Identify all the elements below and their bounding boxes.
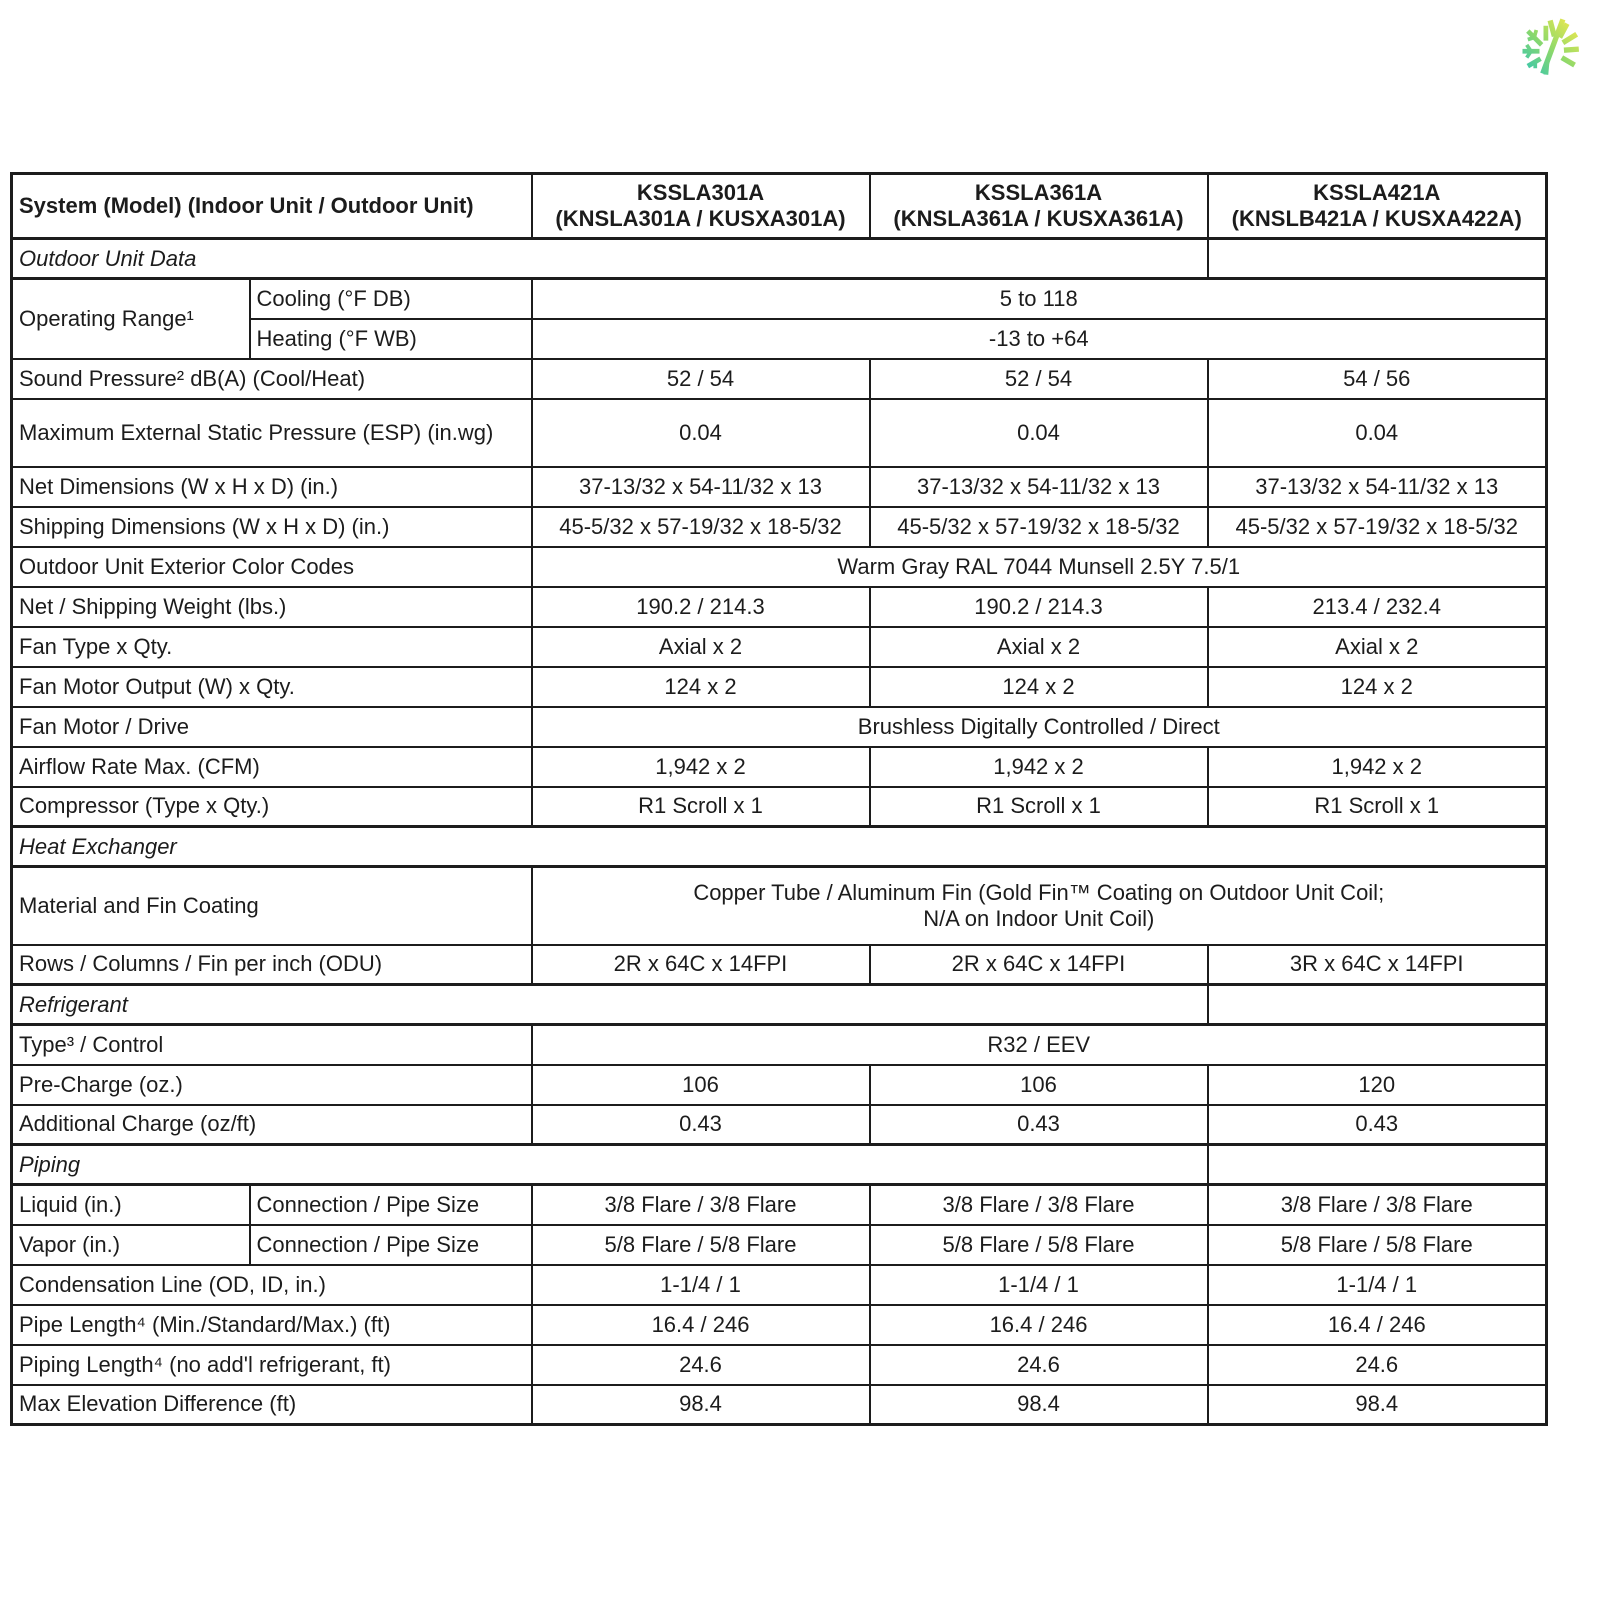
row-label-fan-type: Fan Type x Qty. bbox=[12, 627, 532, 667]
model-1-name: KSSLA301A bbox=[636, 180, 765, 205]
cell-fan-motor-drive: Brushless Digitally Controlled / Direct bbox=[532, 707, 1547, 747]
cell-piping-length-3: 24.6 bbox=[1208, 1345, 1547, 1385]
cell-net-dimensions-1: 37-13/32 x 54-11/32 x 13 bbox=[532, 467, 870, 507]
cell-additional-charge-1: 0.43 bbox=[532, 1105, 870, 1145]
cell-net-dimensions-2: 37-13/32 x 54-11/32 x 13 bbox=[870, 467, 1208, 507]
sublabel-vapor-connection: Connection / Pipe Size bbox=[250, 1225, 532, 1265]
section-spacer-cell bbox=[1208, 985, 1547, 1025]
cell-shipping-dimensions-3: 45-5/32 x 57-19/32 x 18-5/32 bbox=[1208, 507, 1547, 547]
cell-net-dimensions-3: 37-13/32 x 54-11/32 x 13 bbox=[1208, 467, 1547, 507]
section-title-heat-exchanger: Heat Exchanger bbox=[12, 827, 1547, 867]
cell-rows-columns-fpi-2: 2R x 64C x 14FPI bbox=[870, 945, 1208, 985]
cell-fan-motor-output-1: 124 x 2 bbox=[532, 667, 870, 707]
row-rows-columns-fpi bbox=[12, 945, 1547, 985]
row-esp bbox=[12, 399, 1547, 467]
row-label-max-elevation: Max Elevation Difference (ft) bbox=[12, 1385, 532, 1425]
section-title-piping: Piping bbox=[12, 1145, 1208, 1185]
cell-sound-pressure-3: 54 / 56 bbox=[1208, 359, 1547, 399]
row-additional-charge bbox=[12, 1105, 1547, 1145]
cell-rows-columns-fpi-1: 2R x 64C x 14FPI bbox=[532, 945, 870, 985]
cell-piping-length-2: 24.6 bbox=[870, 1345, 1208, 1385]
cell-cooling-range: 5 to 118 bbox=[532, 279, 1547, 319]
row-fan-motor-drive bbox=[12, 707, 1547, 747]
row-label-type-control: Type³ / Control bbox=[12, 1025, 532, 1065]
model-3-name: KSSLA421A bbox=[1313, 180, 1441, 205]
starburst-icon bbox=[1514, 13, 1582, 81]
row-net-dimensions bbox=[12, 467, 1547, 507]
brand-starburst-logo bbox=[1514, 13, 1582, 81]
sublabel-liquid-connection: Connection / Pipe Size bbox=[250, 1185, 532, 1225]
row-fan-type bbox=[12, 627, 1547, 667]
cell-color-codes: Warm Gray RAL 7044 Munsell 2.5Y 7.5/1 bbox=[532, 547, 1547, 587]
row-label-piping-length: Piping Length⁴ (no add'l refrigerant, ft) bbox=[12, 1345, 532, 1385]
section-title-outdoor-unit-data: Outdoor Unit Data bbox=[12, 239, 1208, 279]
section-spacer-cell bbox=[1208, 239, 1547, 279]
section-row-refrigerant bbox=[12, 985, 1547, 1025]
row-sound-pressure bbox=[12, 359, 1547, 399]
cell-vapor-2: 5/8 Flare / 5/8 Flare bbox=[870, 1225, 1208, 1265]
material-line-2: N/A on Indoor Unit Coil) bbox=[923, 905, 1155, 931]
row-label-shipping-dimensions: Shipping Dimensions (W x H x D) (in.) bbox=[12, 507, 532, 547]
cell-condensation-line-1: 1-1/4 / 1 bbox=[532, 1265, 870, 1305]
cell-pipe-length-2: 16.4 / 246 bbox=[870, 1305, 1208, 1345]
model-1-units: (KNSLA301A / KUSXA301A) bbox=[555, 206, 846, 231]
material-line-1: Copper Tube / Aluminum Fin (Gold Fin™ Coating on Outdoor Unit Coil; bbox=[693, 879, 1385, 905]
row-label-sound-pressure: Sound Pressure² dB(A) (Cool/Heat) bbox=[12, 359, 532, 399]
spec-table bbox=[10, 172, 1548, 1426]
cell-vapor-1: 5/8 Flare / 5/8 Flare bbox=[532, 1225, 870, 1265]
row-operating-range-cooling bbox=[12, 279, 1547, 319]
section-row-outdoor-unit-data bbox=[12, 239, 1547, 279]
cell-material bbox=[532, 867, 1547, 945]
cell-sound-pressure-1: 52 / 54 bbox=[532, 359, 870, 399]
section-row-heat-exchanger bbox=[12, 827, 1547, 867]
row-label-compressor: Compressor (Type x Qty.) bbox=[12, 787, 532, 827]
cell-weight-2: 190.2 / 214.3 bbox=[870, 587, 1208, 627]
cell-additional-charge-3: 0.43 bbox=[1208, 1105, 1547, 1145]
cell-weight-3: 213.4 / 232.4 bbox=[1208, 587, 1547, 627]
cell-liquid-1: 3/8 Flare / 3/8 Flare bbox=[532, 1185, 870, 1225]
cell-airflow-2: 1,942 x 2 bbox=[870, 747, 1208, 787]
row-vapor bbox=[12, 1225, 1547, 1265]
row-label-net-dimensions: Net Dimensions (W x H x D) (in.) bbox=[12, 467, 532, 507]
cell-compressor-1: R1 Scroll x 1 bbox=[532, 787, 870, 827]
header-model-1 bbox=[532, 174, 870, 239]
cell-piping-length-1: 24.6 bbox=[532, 1345, 870, 1385]
row-shipping-dimensions bbox=[12, 507, 1547, 547]
row-compressor bbox=[12, 787, 1547, 827]
cell-pipe-length-3: 16.4 / 246 bbox=[1208, 1305, 1547, 1345]
cell-pre-charge-2: 106 bbox=[870, 1065, 1208, 1105]
header-model-2 bbox=[870, 174, 1208, 239]
cell-rows-columns-fpi-3: 3R x 64C x 14FPI bbox=[1208, 945, 1547, 985]
header-system-label: System (Model) (Indoor Unit / Outdoor Unit) bbox=[12, 174, 532, 239]
row-max-elevation bbox=[12, 1385, 1547, 1425]
row-fan-motor-output bbox=[12, 667, 1547, 707]
cell-compressor-3: R1 Scroll x 1 bbox=[1208, 787, 1547, 827]
cell-airflow-1: 1,942 x 2 bbox=[532, 747, 870, 787]
sublabel-cooling: Cooling (°F DB) bbox=[250, 279, 532, 319]
model-3-units: (KNSLB421A / KUSXA422A) bbox=[1231, 206, 1522, 231]
cell-fan-type-2: Axial x 2 bbox=[870, 627, 1208, 667]
cell-max-elevation-1: 98.4 bbox=[532, 1385, 870, 1425]
cell-additional-charge-2: 0.43 bbox=[870, 1105, 1208, 1145]
model-2-name: KSSLA361A bbox=[974, 180, 1103, 205]
cell-pipe-length-1: 16.4 / 246 bbox=[532, 1305, 870, 1345]
cell-weight-1: 190.2 / 214.3 bbox=[532, 587, 870, 627]
cell-max-elevation-2: 98.4 bbox=[870, 1385, 1208, 1425]
section-title-refrigerant: Refrigerant bbox=[12, 985, 1208, 1025]
cell-liquid-3: 3/8 Flare / 3/8 Flare bbox=[1208, 1185, 1547, 1225]
row-label-condensation-line: Condensation Line (OD, ID, in.) bbox=[12, 1265, 532, 1305]
row-weight bbox=[12, 587, 1547, 627]
row-condensation-line bbox=[12, 1265, 1547, 1305]
row-label-vapor: Vapor (in.) bbox=[12, 1225, 250, 1265]
cell-fan-type-1: Axial x 2 bbox=[532, 627, 870, 667]
row-type-control bbox=[12, 1025, 1547, 1065]
cell-liquid-2: 3/8 Flare / 3/8 Flare bbox=[870, 1185, 1208, 1225]
section-spacer-cell bbox=[1208, 1145, 1547, 1185]
row-label-pre-charge: Pre-Charge (oz.) bbox=[12, 1065, 532, 1105]
cell-fan-motor-output-2: 124 x 2 bbox=[870, 667, 1208, 707]
cell-fan-type-3: Axial x 2 bbox=[1208, 627, 1547, 667]
row-label-operating-range: Operating Range¹ bbox=[12, 279, 250, 359]
cell-vapor-3: 5/8 Flare / 5/8 Flare bbox=[1208, 1225, 1547, 1265]
row-color-codes bbox=[12, 547, 1547, 587]
row-airflow bbox=[12, 747, 1547, 787]
cell-shipping-dimensions-2: 45-5/32 x 57-19/32 x 18-5/32 bbox=[870, 507, 1208, 547]
cell-esp-1: 0.04 bbox=[532, 399, 870, 467]
row-label-airflow: Airflow Rate Max. (CFM) bbox=[12, 747, 532, 787]
cell-heating-range: -13 to +64 bbox=[532, 319, 1547, 359]
row-pre-charge bbox=[12, 1065, 1547, 1105]
row-liquid bbox=[12, 1185, 1547, 1225]
sublabel-heating: Heating (°F WB) bbox=[250, 319, 532, 359]
cell-condensation-line-3: 1-1/4 / 1 bbox=[1208, 1265, 1547, 1305]
header-row bbox=[12, 174, 1547, 239]
model-2-units: (KNSLA361A / KUSXA361A) bbox=[893, 206, 1184, 231]
cell-compressor-2: R1 Scroll x 1 bbox=[870, 787, 1208, 827]
cell-pre-charge-1: 106 bbox=[532, 1065, 870, 1105]
section-row-piping bbox=[12, 1145, 1547, 1185]
row-label-pipe-length: Pipe Length⁴ (Min./Standard/Max.) (ft) bbox=[12, 1305, 532, 1345]
cell-type-control: R32 / EEV bbox=[532, 1025, 1547, 1065]
row-label-esp: Maximum External Static Pressure (ESP) (in.wg) bbox=[12, 399, 532, 467]
row-label-fan-motor-drive: Fan Motor / Drive bbox=[12, 707, 532, 747]
row-label-fan-motor-output: Fan Motor Output (W) x Qty. bbox=[12, 667, 532, 707]
header-model-3 bbox=[1208, 174, 1547, 239]
row-label-additional-charge: Additional Charge (oz/ft) bbox=[12, 1105, 532, 1145]
cell-pre-charge-3: 120 bbox=[1208, 1065, 1547, 1105]
cell-esp-2: 0.04 bbox=[870, 399, 1208, 467]
cell-esp-3: 0.04 bbox=[1208, 399, 1547, 467]
row-label-rows-columns-fpi: Rows / Columns / Fin per inch (ODU) bbox=[12, 945, 532, 985]
cell-condensation-line-2: 1-1/4 / 1 bbox=[870, 1265, 1208, 1305]
row-label-material: Material and Fin Coating bbox=[12, 867, 532, 945]
row-label-liquid: Liquid (in.) bbox=[12, 1185, 250, 1225]
row-material bbox=[12, 867, 1547, 945]
row-pipe-length bbox=[12, 1305, 1547, 1345]
cell-fan-motor-output-3: 124 x 2 bbox=[1208, 667, 1547, 707]
cell-airflow-3: 1,942 x 2 bbox=[1208, 747, 1547, 787]
row-piping-length bbox=[12, 1345, 1547, 1385]
cell-sound-pressure-2: 52 / 54 bbox=[870, 359, 1208, 399]
row-label-weight: Net / Shipping Weight (lbs.) bbox=[12, 587, 532, 627]
cell-max-elevation-3: 98.4 bbox=[1208, 1385, 1547, 1425]
row-label-color-codes: Outdoor Unit Exterior Color Codes bbox=[12, 547, 532, 587]
cell-shipping-dimensions-1: 45-5/32 x 57-19/32 x 18-5/32 bbox=[532, 507, 870, 547]
